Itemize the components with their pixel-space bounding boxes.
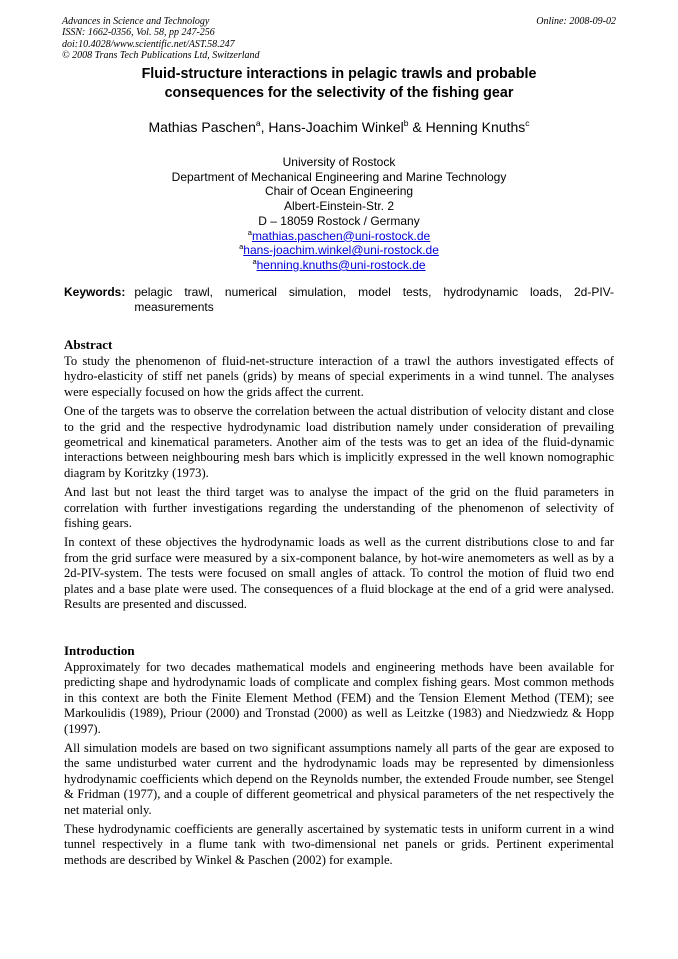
introduction-paragraph: These hydrodynamic coefficients are generally ascertained by systematic tests in uniform current in a wind tunnel respectively in a flume tank with two-dimensional net panels or grids. Pertinent experimental methods are described by Winkel & Paschen (2002) for example. bbox=[64, 822, 614, 867]
affiliation-line: Department of Mechanical Engineering and Marine Technology bbox=[171, 169, 507, 184]
keywords-block bbox=[64, 285, 614, 314]
paper-title bbox=[62, 65, 616, 103]
author-separator: , bbox=[260, 119, 269, 135]
journal-header bbox=[62, 16, 616, 61]
affiliation-block bbox=[62, 155, 616, 273]
author-list bbox=[62, 118, 616, 136]
author-affil-mark: c bbox=[525, 118, 530, 128]
email-line bbox=[62, 258, 616, 273]
keywords-text: pelagic trawl, numerical simulation, model tests, hydrodynamic loads, 2d-PIV-measurements bbox=[134, 285, 614, 314]
introduction-paragraph: Approximately for two decades mathematical models and engineering methods have been available for predicting shape and hydrodynamic loads of complicate and complex fishing gears. Most common methods in this context are both the Finite Element Method (FEM) and the Tension Element Method (TEM); see Markoulidis (1989), Priour (2000) and Tronstad (2000) as well as Leitzke (1983) and Niedzwiedz & Hopp (1997). bbox=[64, 660, 614, 736]
keywords-label: Keywords: bbox=[64, 285, 126, 299]
abstract-heading: Abstract bbox=[64, 337, 113, 352]
author-name: Hans-Joachim Winkel bbox=[268, 119, 404, 135]
email-link[interactable]: henning.knuths@uni-rostock.de bbox=[256, 257, 426, 272]
doi-line: doi:10.4028/www.scientific.net/AST.58.247 bbox=[62, 38, 235, 50]
abstract-paragraph: And last but not least the third target was to analyse the impact of the grid on the fluid parameters in correlation with further investigations regarding the understanding of the phenomenon of selectivity of fishing gears. bbox=[64, 485, 614, 531]
author-affil-mark: b bbox=[403, 118, 409, 128]
introduction-body bbox=[64, 660, 614, 872]
abstract-body bbox=[64, 354, 614, 617]
issn-line: ISSN: 1662-0356, Vol. 58, pp 247-256 bbox=[62, 27, 215, 39]
author-affil-mark: a bbox=[255, 118, 261, 128]
affiliation-line: University of Rostock bbox=[282, 155, 396, 169]
author-separator: & bbox=[408, 119, 426, 135]
email-mark: a bbox=[247, 227, 252, 237]
email-line bbox=[62, 243, 616, 258]
copyright-line: © 2008 Trans Tech Publications Ltd, Switzerland bbox=[62, 49, 260, 61]
online-date: Online: 2008-09-02 bbox=[536, 16, 616, 27]
author-name: Henning Knuths bbox=[425, 119, 526, 135]
introduction-paragraph: All simulation models are based on two significant assumptions namely all parts of the gear are exposed to the same undisturbed water current and the hydrodynamic loads may be represented by dimensionless hydrodynamic coefficients which depend on the Reynolds number, the extended Froude number, see Stengel & Fridman (1977), and a couple of different geometrical and physical parameters of the net respectively the net material only. bbox=[64, 741, 614, 817]
affiliation-line: Albert-Einstein-Str. 2 bbox=[283, 199, 395, 214]
affiliation-line: Chair of Ocean Engineering bbox=[264, 184, 414, 199]
abstract-paragraph: To study the phenomenon of fluid-net-structure interaction of a trawl the authors investigated effects of hydro-elasticity of stiff net panels (grids) by means of special experiments in a wind tunnel. The analyses were especially focused on how the grids affect the current. bbox=[64, 354, 614, 399]
email-link[interactable]: hans-joachim.winkel@uni-rostock.de bbox=[243, 243, 439, 258]
email-line bbox=[62, 229, 616, 244]
abstract-paragraph: In context of these objectives the hydrodynamic loads as well as the current distributions close to and far from the grid surface were measured by a six-component balance, by hot-wire anemometers as well as by a 2d-PIV-system. The tests were focused on small angles of attack. To control the motion of fluid two end plates and a base plate were used. The consequences of a fluid blockage at the end of a grid were analysed. Results are presented and discussed. bbox=[64, 535, 614, 612]
introduction-heading: Introduction bbox=[64, 643, 135, 658]
affiliation-line: D – 18059 Rostock / Germany bbox=[258, 213, 420, 228]
title-line-2: consequences for the selectivity of the fishing gear bbox=[164, 85, 514, 101]
abstract-paragraph: One of the targets was to observe the correlation between the actual distribution of velocity distant and close to the grid and the respective hydrodynamic load distribution namely under consideration of prevailing geometrical and kinematical parameters. Another aim of the tests was to get an idea of the fluid-dynamic interactions between neighbouring mesh bars which is implicitly expressed in the well known nomographic diagram by Koritzky (1973). bbox=[64, 404, 614, 480]
journal-name: Advances in Science and Technology bbox=[62, 16, 210, 27]
author-name: Mathias Paschen bbox=[148, 119, 256, 135]
email-mark: a bbox=[239, 242, 244, 252]
email-link[interactable]: mathias.paschen@uni-rostock.de bbox=[251, 228, 431, 243]
email-mark: a bbox=[252, 256, 257, 266]
title-line-1: Fluid-structure interactions in pelagic trawls and probable bbox=[141, 66, 537, 82]
